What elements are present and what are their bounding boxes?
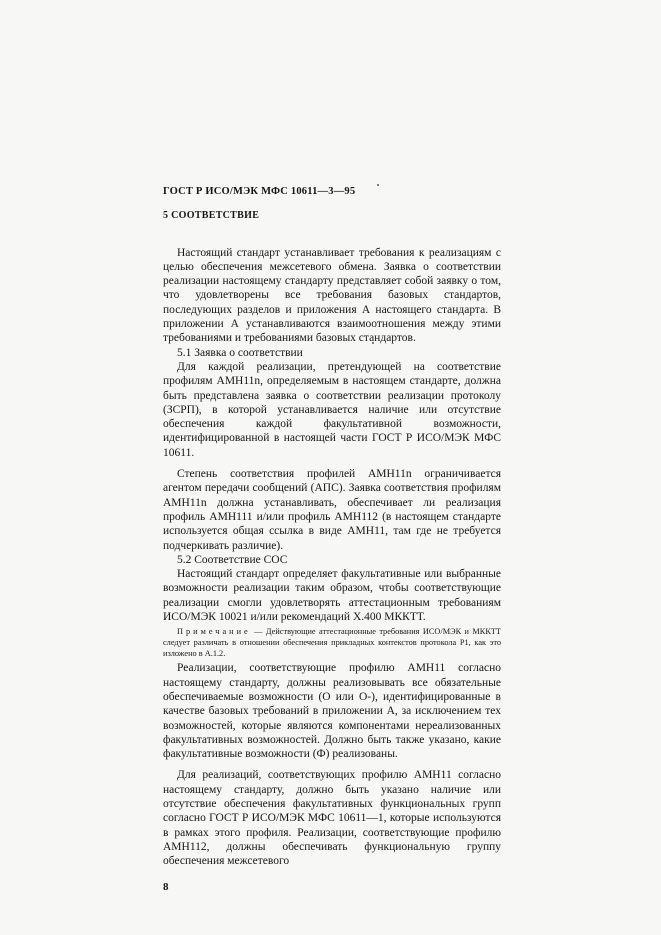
note bbox=[163, 626, 501, 659]
paragraph-5-1-a: Для каждой реализации, претендующей на соответствие профилям АМН11n, определяемым в настоящем стандарте, должна быть представлена заявка о соответствии реализации протоколу (ЗСРП), в которой устанавливается наличие или отсутствие обеспечения каждой факультативной возможности, идентифицированной в настоящей части ГОСТ Р ИСО/МЭК МФС 10611. bbox=[163, 360, 501, 459]
page-number: 8 bbox=[163, 881, 169, 893]
subsection-5-2-title: 5.2 Соответствие СОС bbox=[177, 553, 288, 566]
note-text: — Действующие аттестационные требования ИСО/МЭК и МККТТ следует различать в отношении обеспечения прикладных контекстов протокола Р1, как это изложено в А.1.2. bbox=[163, 627, 501, 659]
running-header: ГОСТ Р ИСО/МЭК МФС 10611—3—95 bbox=[163, 186, 356, 197]
page-content bbox=[163, 185, 501, 868]
subsection-5-1-title: 5.1 Заявка о соответствии bbox=[177, 346, 303, 359]
paragraph-5-2-b: Реализации, соответствующие профилю АМН11 согласно настоящему стандарту, должны реализовывать все обязательные обеспечиваемые возможности (О или О-), идентифицированные в качестве базовых требований в приложении А, за исключением тех возможностей, которые являются компонентами нереализованных факультативных возможностей. Должно быть также указано, какие факультативные возможности (Ф) реализованы. bbox=[163, 662, 501, 761]
paragraph-5-2-c: Для реализаций, соответствующих профилю АМН11 согласно настоящему стандарту, должно быть указано наличие или отсутствие обеспечения факультативных функциональных групп согласно ГОСТ Р ИСО/МЭК МФС 10611—1, которые используются в рамках этого профиля. Реализации, соответствующие профилю АМН112, должны обеспечивать функциональную группу обеспечения межсетевого bbox=[163, 769, 501, 868]
intro-paragraph: Настоящий стандарт устанавливает требования к реализациям с целью обеспечения межсетевого обмена. Заявка о соответствии реализации настоящему стандарту представляет собой заявку о том, что удовлетворены все требования базовых стандартов, последующих разделов и приложения А настоящего стандарта. В приложении А устанавливаются взаимоотношения между этими требованиями и требованиями базовых стандартов. bbox=[163, 246, 501, 345]
paragraph-5-2-a: Настоящий стандарт определяет факультативные или выбранные возможности реализации таким образом, чтобы соответствующие реализации смогли удовлетворять аттестационным требованиям ИСО/МЭК 10021 и/или рекомендаций Х.400 МККТТ. bbox=[163, 568, 501, 624]
section-title: 5 СООТВЕТСТВИЕ bbox=[163, 210, 260, 222]
paragraph-5-1-b: Степень соответствия профилей АМН11n ограничивается агентом передачи сообщений (АПС). Заявка соответствия профилям АМН11n должна устанавливать, обеспечивает ли реализация профиль АМН111 и/или профиль АМН112 (в настоящем стандарте используется общая ссылка в виде АМН11, там где не требуется подчеркивать различие). bbox=[163, 468, 501, 552]
note-label: Примечание bbox=[177, 627, 251, 637]
